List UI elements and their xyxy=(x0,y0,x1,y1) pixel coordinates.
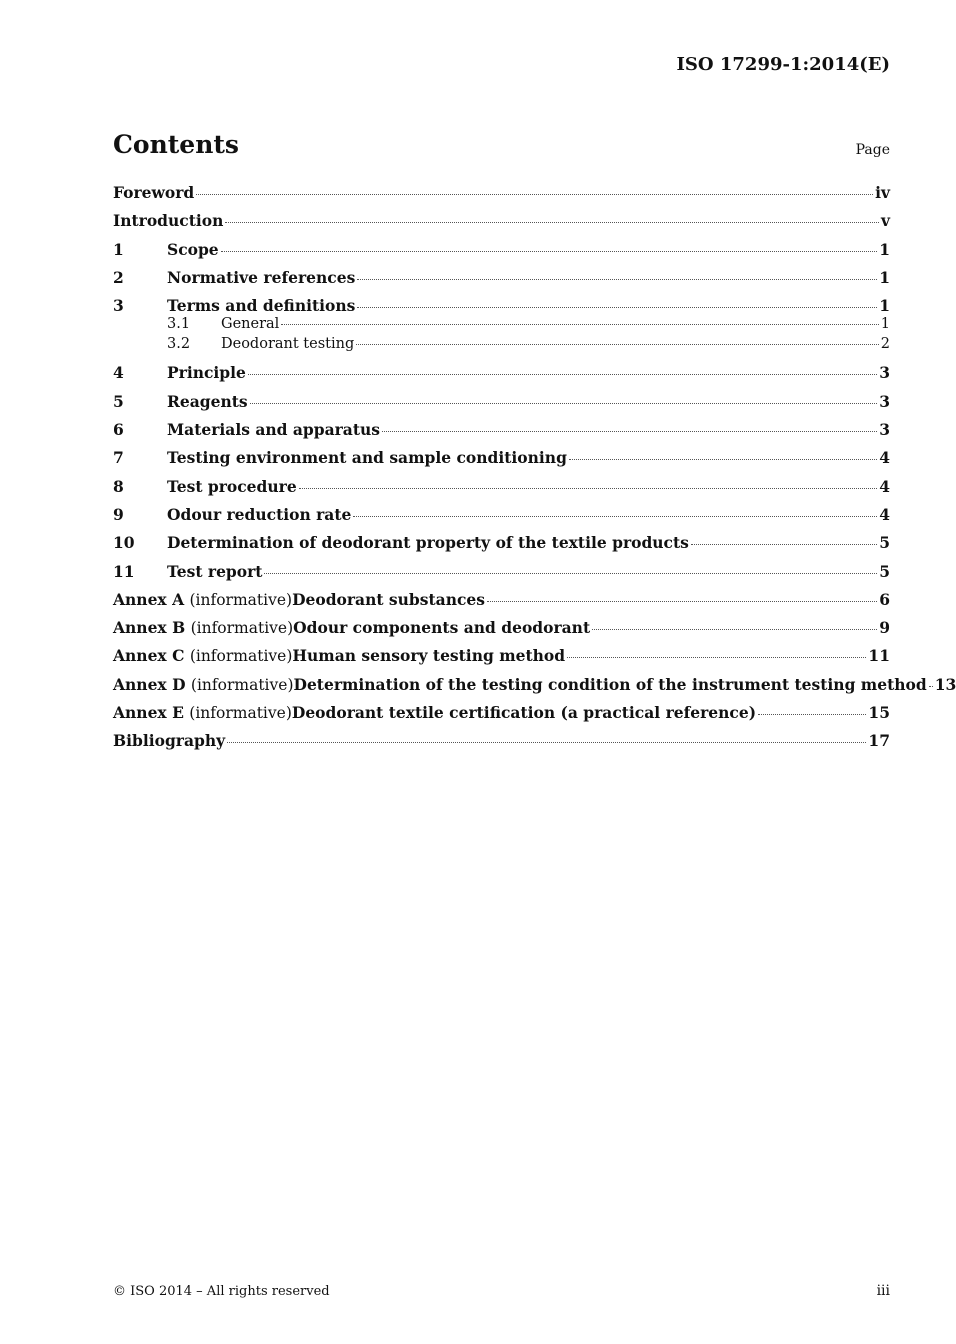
dot-leader xyxy=(929,686,933,687)
toc-entry[interactable] xyxy=(113,363,890,391)
toc-entry-title: Odour reduction rate xyxy=(167,504,352,524)
toc-entry[interactable] xyxy=(113,420,890,448)
toc-entry-number: 3 xyxy=(113,296,124,316)
toc-entry-page: 1 xyxy=(880,316,890,333)
toc-entry-page: 4 xyxy=(879,504,890,524)
annex-prefix xyxy=(113,590,292,609)
toc-entry[interactable] xyxy=(113,533,890,561)
dot-leader xyxy=(225,222,879,223)
toc-entry[interactable] xyxy=(113,731,890,759)
toc-entry-page: 4 xyxy=(879,448,890,468)
dot-leader xyxy=(569,459,877,460)
dot-leader xyxy=(487,601,877,602)
toc-entry[interactable] xyxy=(113,562,890,590)
toc-entry-title: Determination of deodorant property of the textile products xyxy=(167,533,689,553)
toc-entry-page: 15 xyxy=(868,703,890,723)
dot-leader xyxy=(357,307,877,308)
dot-leader xyxy=(250,403,878,404)
toc-entry[interactable] xyxy=(113,646,890,674)
dot-leader xyxy=(299,488,878,489)
dot-leader xyxy=(353,516,877,517)
toc-entry-page: 5 xyxy=(879,561,890,581)
toc-entry-page: 3 xyxy=(879,420,890,440)
toc-entry-title: Foreword xyxy=(113,183,195,202)
toc-entry-title: Test report xyxy=(167,561,263,581)
toc-entry-title: Scope xyxy=(167,239,219,259)
toc-entry-number: 9 xyxy=(113,504,124,524)
annex-label: Annex C xyxy=(113,646,185,666)
toc-entry[interactable] xyxy=(113,268,890,296)
table-of-contents xyxy=(113,183,956,760)
toc-entry-number: 11 xyxy=(113,561,135,581)
dot-leader xyxy=(567,657,866,658)
toc-entry-title: General xyxy=(221,316,280,333)
toc-heading: Contents xyxy=(113,130,240,159)
toc-entry-page: 1 xyxy=(879,267,890,287)
toc-entry[interactable] xyxy=(113,240,890,268)
toc-entry-number: 5 xyxy=(113,391,124,411)
toc-entry-page: 2 xyxy=(880,335,890,352)
toc-entry-page: 3 xyxy=(879,391,890,411)
toc-entry-page: 6 xyxy=(879,589,890,609)
toc-entry[interactable] xyxy=(113,183,890,211)
toc-entry[interactable] xyxy=(113,316,890,336)
toc-entry-page: 13 xyxy=(934,674,956,694)
toc-entry[interactable] xyxy=(113,618,890,646)
toc-entry[interactable] xyxy=(113,392,890,420)
toc-entry[interactable] xyxy=(113,703,890,731)
annex-label: Annex E xyxy=(113,703,184,723)
page-number: iii xyxy=(876,1283,890,1299)
toc-entry-number: 1 xyxy=(113,239,124,259)
toc-entry-title: Terms and definitions xyxy=(167,296,356,316)
annex-label: Annex D xyxy=(113,674,186,694)
toc-entry-page: 5 xyxy=(879,533,890,553)
toc-entry[interactable] xyxy=(113,336,890,356)
toc-entry[interactable] xyxy=(113,448,890,476)
toc-entry-title: Deodorant textile certification (a practical reference) xyxy=(291,703,757,723)
toc-entry-number: 3.2 xyxy=(167,335,191,352)
dot-leader xyxy=(264,573,877,574)
toc-entry-page: iv xyxy=(875,183,890,202)
dot-leader xyxy=(382,431,877,432)
dot-leader xyxy=(281,324,878,325)
toc-entry-title: Test procedure xyxy=(167,476,297,496)
toc-entry-title: Materials and apparatus xyxy=(167,420,381,440)
toc-entry-title: Normative references xyxy=(167,267,356,287)
toc-entry-page: v xyxy=(880,211,890,231)
annex-type: (informative) xyxy=(190,619,294,638)
annex-type: (informative) xyxy=(189,704,292,723)
copyright-notice: © ISO 2014 – All rights reserved xyxy=(113,1284,330,1299)
annex-type: (informative) xyxy=(189,590,293,609)
toc-entry-page: 9 xyxy=(879,618,890,638)
toc-entry-title: Introduction xyxy=(113,211,224,231)
dot-leader xyxy=(196,194,873,195)
toc-entry-title: Human sensory testing method xyxy=(292,646,566,666)
toc-entry[interactable] xyxy=(113,590,890,618)
annex-prefix xyxy=(113,703,292,722)
toc-entry[interactable] xyxy=(113,505,890,533)
toc-entry-number: 4 xyxy=(113,363,124,383)
dot-leader xyxy=(248,374,877,375)
toc-entry-page: 11 xyxy=(868,646,890,666)
dot-leader xyxy=(221,251,878,252)
annex-type: (informative) xyxy=(190,675,294,694)
annex-label: Annex A xyxy=(113,589,185,609)
toc-entry-title: Deodorant substances xyxy=(292,589,485,609)
dot-leader xyxy=(691,544,877,545)
toc-entry-title: Odour components and deodorant xyxy=(293,618,591,638)
toc-entry-title: Principle xyxy=(167,363,246,383)
toc-entry[interactable] xyxy=(113,477,890,505)
toc-entry-page: 1 xyxy=(879,239,890,259)
annex-type: (informative) xyxy=(189,647,293,666)
toc-entry-title: Bibliography xyxy=(113,731,226,751)
toc-entry-page: 17 xyxy=(868,731,890,751)
toc-entry-number: 2 xyxy=(113,267,124,287)
toc-entry-number: 7 xyxy=(113,448,124,468)
toc-entry-page: 4 xyxy=(879,476,890,496)
toc-entry-title: Determination of the testing condition of the instrument testing method xyxy=(293,674,927,694)
toc-entry-title: Reagents xyxy=(167,391,248,411)
toc-entry-number: 10 xyxy=(113,533,135,553)
page-column-label: Page xyxy=(855,142,890,158)
annex-prefix xyxy=(113,646,292,665)
toc-entry[interactable] xyxy=(113,674,956,703)
dot-leader xyxy=(356,344,879,345)
toc-entry-title: Deodorant testing xyxy=(221,335,355,352)
annex-prefix xyxy=(113,675,294,694)
dot-leader xyxy=(592,629,877,630)
toc-entry-title: Testing environment and sample conditioning xyxy=(167,448,567,468)
annex-label: Annex B xyxy=(113,618,186,638)
toc-entry[interactable] xyxy=(113,211,890,239)
toc-entry-page: 1 xyxy=(879,296,890,316)
dot-leader xyxy=(357,279,877,280)
toc-entry-page: 3 xyxy=(879,363,890,383)
dot-leader xyxy=(227,742,866,743)
dot-leader xyxy=(758,714,866,715)
document-id: ISO 17299-1:2014(E) xyxy=(676,54,890,75)
annex-prefix xyxy=(113,618,293,637)
toc-entry-number: 6 xyxy=(113,420,124,440)
toc-entry-number: 8 xyxy=(113,476,124,496)
toc-entry-number: 3.1 xyxy=(167,316,191,333)
